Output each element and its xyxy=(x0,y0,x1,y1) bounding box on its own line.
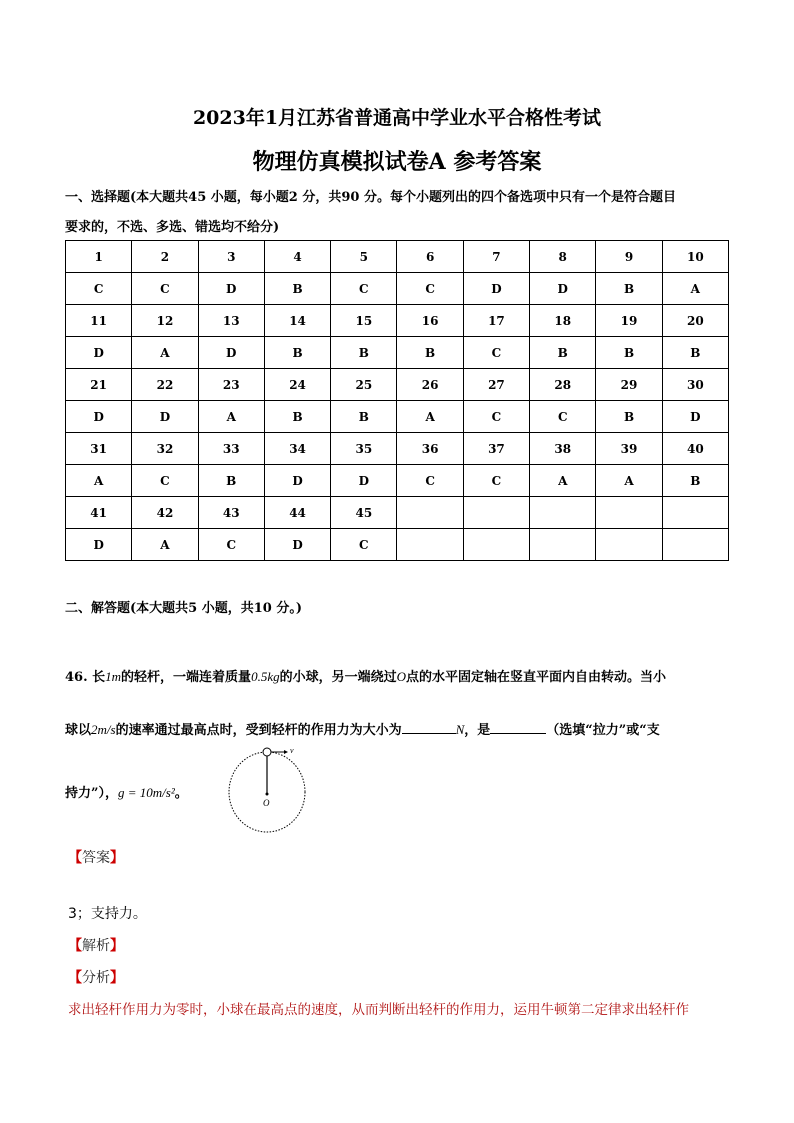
table-cell: 30 xyxy=(662,369,728,401)
label-v: v xyxy=(290,746,294,755)
table-cell: 33 xyxy=(198,433,264,465)
table-cell: 12 xyxy=(132,305,198,337)
answer-row xyxy=(66,273,729,305)
table-cell: B xyxy=(331,401,397,433)
table-cell: B xyxy=(596,401,662,433)
table-cell: A xyxy=(530,465,596,497)
table-cell: 21 xyxy=(66,369,132,401)
section2-heading: 二、解答题(本大题共5 小题，共10 分。) xyxy=(65,601,302,616)
table-cell: A xyxy=(397,401,463,433)
table-cell: D xyxy=(66,529,132,561)
table-cell: C xyxy=(463,337,529,369)
math: 2m/s xyxy=(91,722,116,737)
table-cell: 10 xyxy=(662,241,728,273)
table-cell: D xyxy=(66,401,132,433)
label-text: 答案 xyxy=(82,850,110,866)
table-cell: B xyxy=(596,273,662,305)
text: 。 xyxy=(174,786,188,801)
table-cell: 23 xyxy=(198,369,264,401)
table-cell: C xyxy=(198,529,264,561)
document-subtitle: 物理仿真模拟试卷A 参考答案 xyxy=(252,149,542,175)
question-46-line3 xyxy=(65,782,188,801)
answer-label: 【答案】 xyxy=(68,850,124,866)
table-cell: C xyxy=(463,465,529,497)
axis-point xyxy=(266,793,269,796)
answer-text: 3；支持力。 xyxy=(68,906,147,922)
label-text: 解析 xyxy=(82,938,110,954)
table-cell: B xyxy=(264,337,330,369)
table-cell: B xyxy=(397,337,463,369)
text: 球以 xyxy=(65,723,92,738)
table-cell: C xyxy=(397,273,463,305)
table-cell: 37 xyxy=(463,433,529,465)
answer-row xyxy=(66,401,729,433)
answer-row xyxy=(66,529,729,561)
table-cell: 9 xyxy=(596,241,662,273)
table-cell xyxy=(530,497,596,529)
fenxi-text: 求出轻杆作用力为零时，小球在最高点的速度，从而判断出轻杆的作用力，运用牛顿第二定律求出轻杆作 xyxy=(68,1002,689,1018)
analysis-label: 【解析】 xyxy=(68,938,124,954)
table-cell: 7 xyxy=(463,241,529,273)
table-cell: D xyxy=(198,337,264,369)
table-cell: 39 xyxy=(596,433,662,465)
blank-1 xyxy=(402,733,456,734)
table-cell: 45 xyxy=(331,497,397,529)
question-46-line2 xyxy=(65,719,660,738)
table-cell: D xyxy=(66,337,132,369)
table-cell: B xyxy=(596,337,662,369)
table-cell: C xyxy=(331,273,397,305)
question-number-row xyxy=(66,497,729,529)
math: 0.5kg xyxy=(251,669,280,684)
table-cell xyxy=(397,497,463,529)
ball xyxy=(263,748,271,756)
table-cell: 43 xyxy=(198,497,264,529)
table-cell: D xyxy=(530,273,596,305)
table-cell: C xyxy=(66,273,132,305)
answer-table xyxy=(65,240,729,561)
text: ，是 xyxy=(464,723,491,738)
math: g = 10m/s² xyxy=(117,785,175,800)
table-cell: B xyxy=(662,337,728,369)
text: （选填“拉力”或“支 xyxy=(546,723,660,738)
table-cell: B xyxy=(198,465,264,497)
table-cell: 31 xyxy=(66,433,132,465)
table-cell: 13 xyxy=(198,305,264,337)
table-cell: 18 xyxy=(530,305,596,337)
table-cell: 1 xyxy=(66,241,132,273)
math: 1m xyxy=(105,669,122,684)
table-cell: D xyxy=(264,529,330,561)
table-cell: 41 xyxy=(66,497,132,529)
table-cell: D xyxy=(132,401,198,433)
table-cell: 40 xyxy=(662,433,728,465)
question-number-row xyxy=(66,369,729,401)
table-cell: 29 xyxy=(596,369,662,401)
table-cell: 6 xyxy=(397,241,463,273)
table-cell: 15 xyxy=(331,305,397,337)
table-cell: 34 xyxy=(264,433,330,465)
answer-row xyxy=(66,337,729,369)
table-cell: B xyxy=(264,401,330,433)
table-cell: A xyxy=(132,337,198,369)
table-cell: B xyxy=(331,337,397,369)
table-cell: 38 xyxy=(530,433,596,465)
table-cell xyxy=(662,529,728,561)
math: N xyxy=(455,722,465,737)
math: O xyxy=(396,669,406,684)
table-cell: 35 xyxy=(331,433,397,465)
table-cell xyxy=(530,529,596,561)
table-cell: C xyxy=(397,465,463,497)
answer-row xyxy=(66,465,729,497)
table-cell xyxy=(662,497,728,529)
table-cell: 4 xyxy=(264,241,330,273)
table-cell: D xyxy=(198,273,264,305)
text: 点的水平固定轴在竖直平面内自由转动。当小 xyxy=(406,670,667,685)
table-cell: D xyxy=(463,273,529,305)
table-cell: A xyxy=(66,465,132,497)
table-cell: 14 xyxy=(264,305,330,337)
table-cell: D xyxy=(331,465,397,497)
blank-2 xyxy=(490,733,546,734)
text: 的小球，另一端绕过 xyxy=(279,670,397,685)
circular-motion-diagram xyxy=(220,742,310,837)
fenxi-label: 【分析】 xyxy=(68,970,124,986)
table-cell xyxy=(596,497,662,529)
arrow-head-icon xyxy=(284,750,288,754)
table-cell: D xyxy=(662,401,728,433)
table-cell: D xyxy=(264,465,330,497)
table-cell xyxy=(596,529,662,561)
table-cell: C xyxy=(530,401,596,433)
table-cell: C xyxy=(463,401,529,433)
table-cell: C xyxy=(331,529,397,561)
text: 46. 长 xyxy=(65,670,106,685)
table-cell: 25 xyxy=(331,369,397,401)
table-cell: 42 xyxy=(132,497,198,529)
table-cell: 16 xyxy=(397,305,463,337)
table-cell: 26 xyxy=(397,369,463,401)
label-o: O xyxy=(263,798,270,808)
table-cell: 44 xyxy=(264,497,330,529)
table-cell: 11 xyxy=(66,305,132,337)
table-cell xyxy=(397,529,463,561)
label-text: 分析 xyxy=(82,970,110,986)
table-cell: C xyxy=(132,465,198,497)
table-cell: A xyxy=(132,529,198,561)
table-cell: 28 xyxy=(530,369,596,401)
table-cell: 32 xyxy=(132,433,198,465)
table-cell: 17 xyxy=(463,305,529,337)
table-cell: 22 xyxy=(132,369,198,401)
table-cell: A xyxy=(662,273,728,305)
question-46-line1 xyxy=(65,666,666,685)
table-cell: 5 xyxy=(331,241,397,273)
table-cell xyxy=(463,529,529,561)
table-cell: C xyxy=(132,273,198,305)
table-cell: 2 xyxy=(132,241,198,273)
table-cell: 3 xyxy=(198,241,264,273)
table-cell: A xyxy=(198,401,264,433)
table-cell: B xyxy=(530,337,596,369)
table-cell: B xyxy=(264,273,330,305)
question-number-row xyxy=(66,433,729,465)
text: 的轻杆，一端连着质量 xyxy=(121,670,252,685)
text: 的速率通过最高点时，受到轻杆的作用力为大小为 xyxy=(115,723,402,738)
table-cell: 36 xyxy=(397,433,463,465)
table-cell: 19 xyxy=(596,305,662,337)
section1-heading-line2: 要求的，不选、多选、错选均不给分) xyxy=(65,220,280,235)
section1-heading-line1: 一、选择题(本大题共45 小题，每小题2 分，共90 分。每个小题列出的四个备选项中只有一个是符合题目 xyxy=(65,190,676,205)
table-cell: 8 xyxy=(530,241,596,273)
text: 持力”）， xyxy=(65,786,118,801)
document-title: 2023年1月江苏省普通高中学业水平合格性考试 xyxy=(192,107,602,129)
table-cell: 27 xyxy=(463,369,529,401)
table-cell xyxy=(463,497,529,529)
table-cell: B xyxy=(662,465,728,497)
table-cell: A xyxy=(596,465,662,497)
table-cell: 24 xyxy=(264,369,330,401)
question-number-row xyxy=(66,241,729,273)
table-cell: 20 xyxy=(662,305,728,337)
question-number-row xyxy=(66,305,729,337)
